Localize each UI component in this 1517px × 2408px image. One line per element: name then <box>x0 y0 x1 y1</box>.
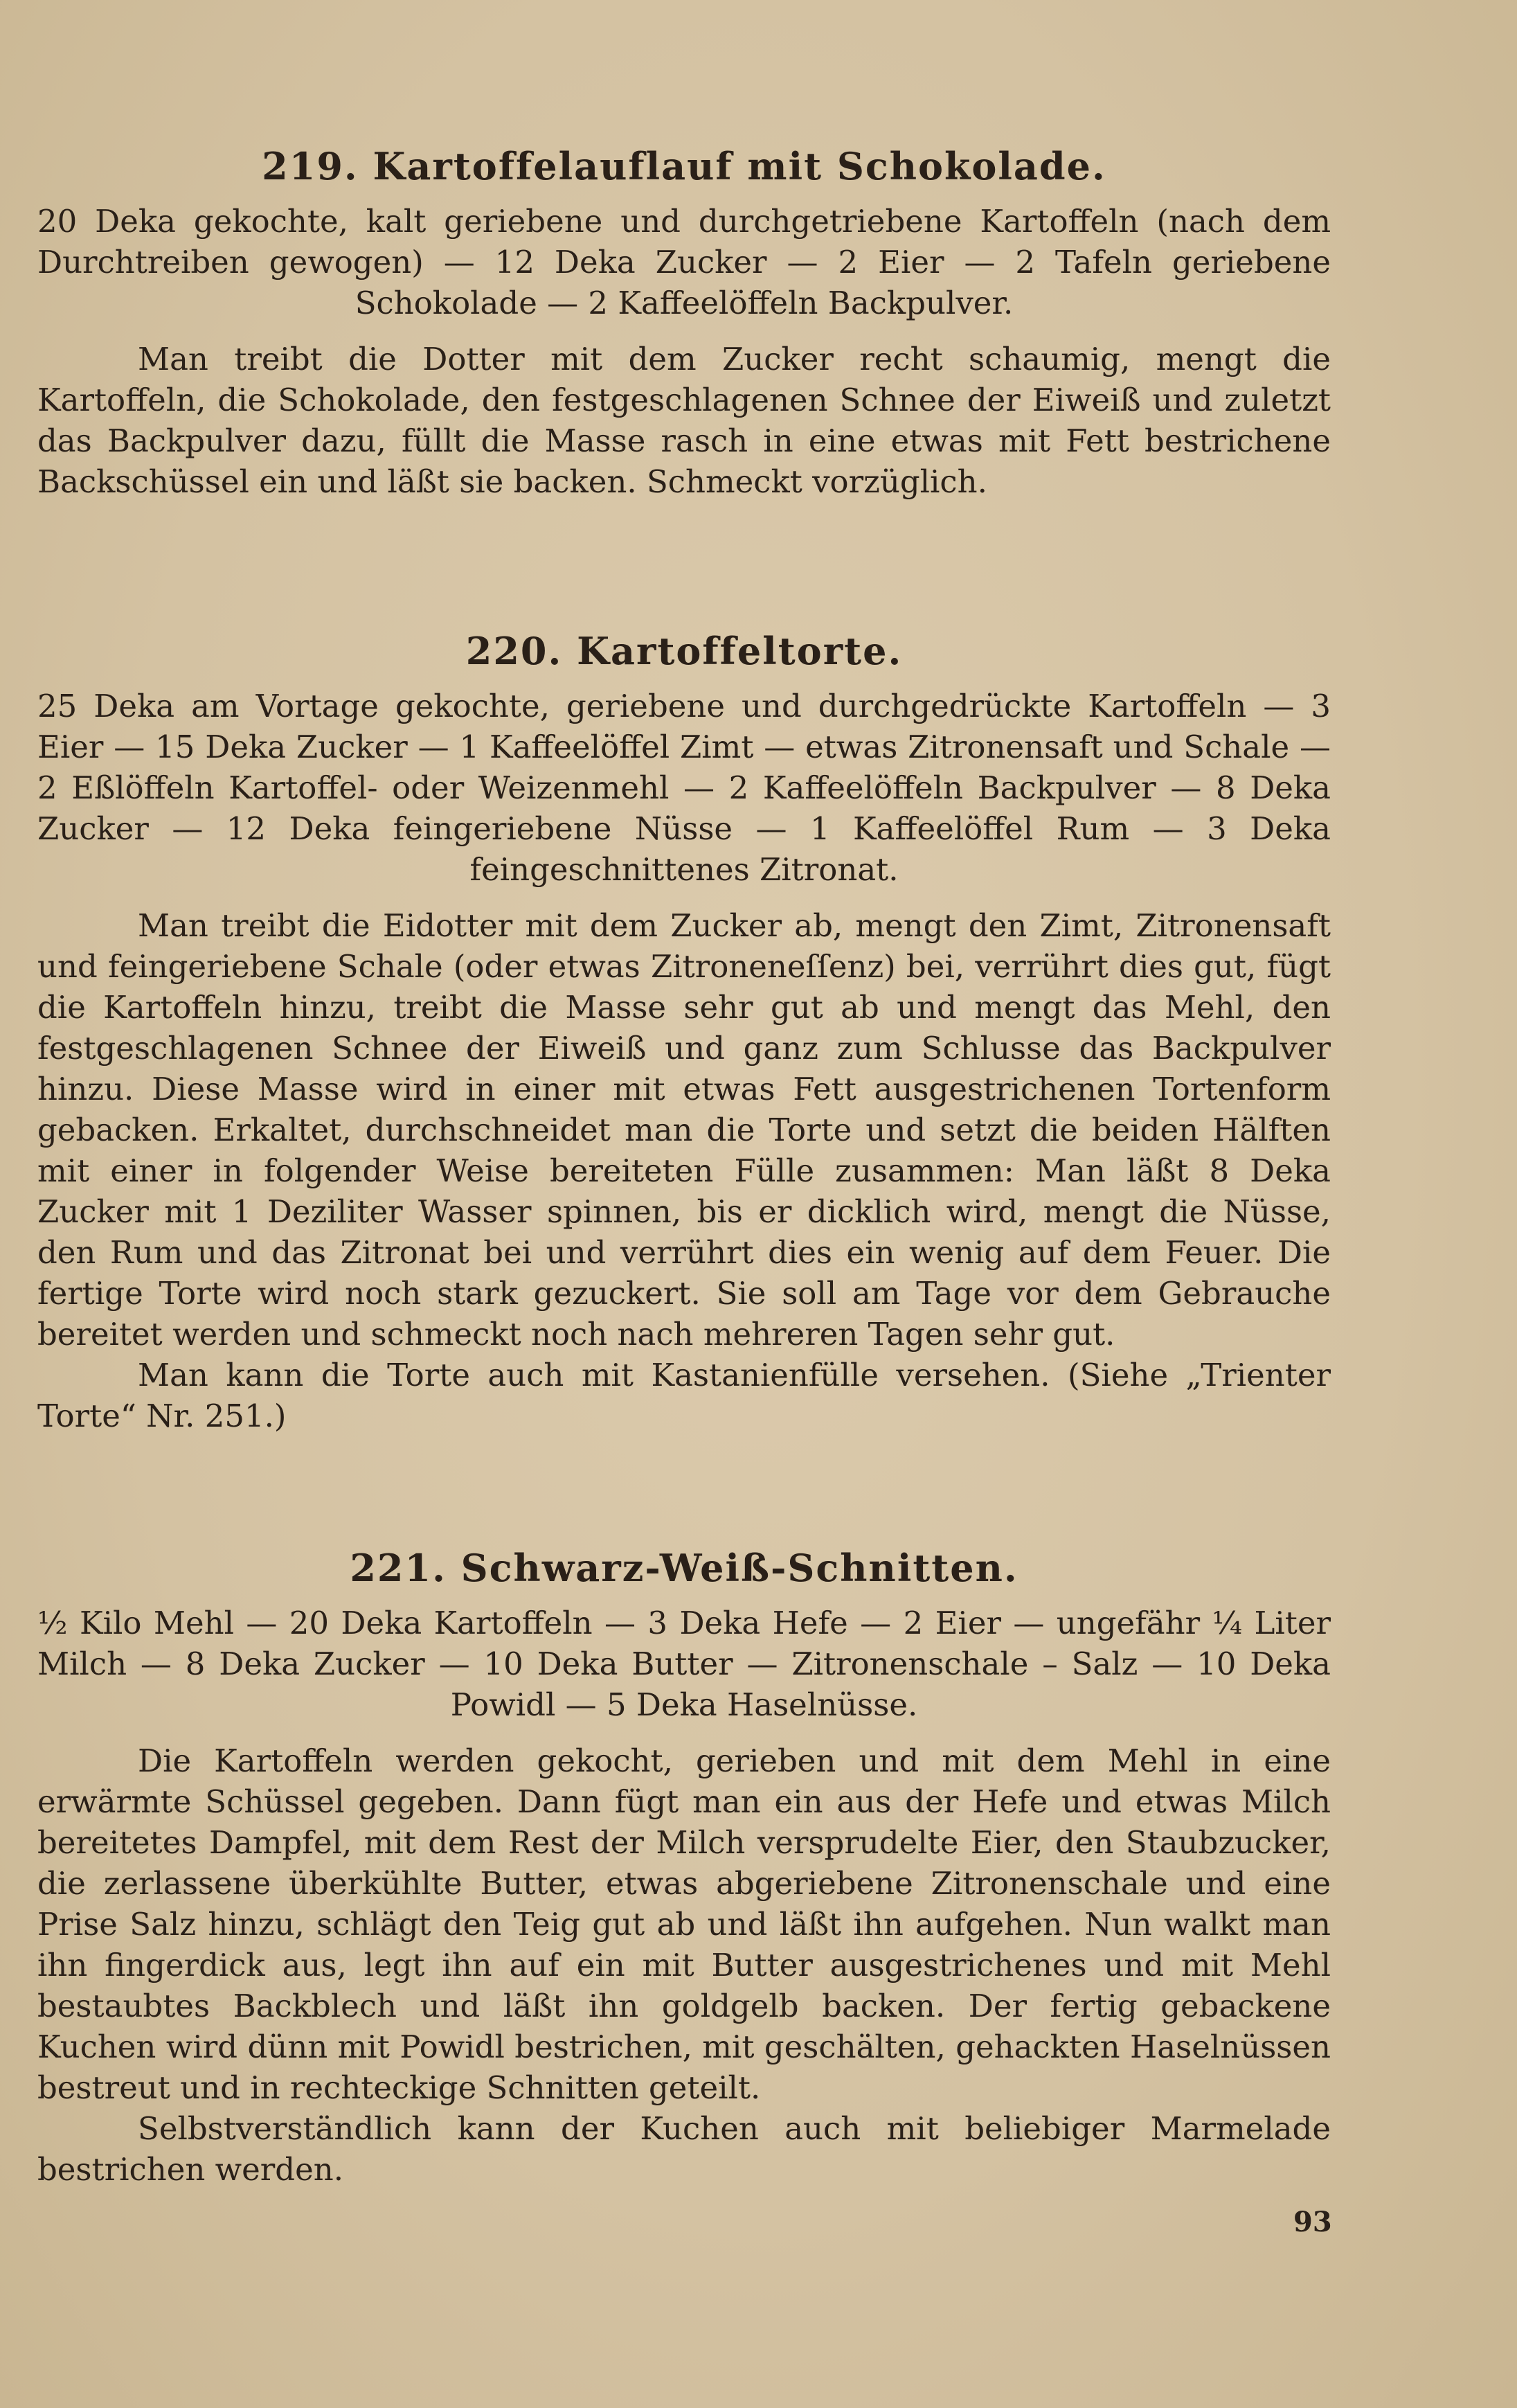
recipe-instructions <box>37 339 1331 502</box>
section-spacer <box>37 1436 1331 1540</box>
instruction-paragraph: Man kann die Torte auch mit Kastanienfülle versehen. (Siehe „Trienter Torte“ Nr. 251.) <box>37 1357 1331 1434</box>
ingredient-list: 25 Deka am Vortage gekochte, geriebene und durchgedrückte Kartoffeln — 3 Eier — 15 Deka Zucker — 1 Kaffeelöffel Zimt — etwas Zitronensaft und Schale — 2 Eßlöffeln Kartoffel- oder Weizenmehl — 2 Kaffeelöffeln Backpulver — 8 Deka Zucker — 12 Deka feingeriebene Nüsse — 1 Kaffeelöffel Rum — 3 Deka feingeschnittenes Zitronat. <box>37 688 1331 888</box>
instruction-paragraph: Selbstverständlich kann der Kuchen auch mit beliebiger Marmelade bestrichen werden. <box>37 2110 1331 2188</box>
instruction-paragraph: Die Kartoffeln werden gekocht, gerieben und mit dem Mehl in eine erwärmte Schüssel gegeben. Dann fügt man ein aus der Hefe und etwas Milch bereitetes Dampfel, mit dem Rest der Milch versprudelte Eier, den Staubzucker, die zerlassene überkühlte Butter, etwas abgeriebene Zitronenschale und eine Prise Salz hinzu, schlägt den Teig gut ab und läßt ihn aufgehen. Nun walkt man ihn fingerdick aus, legt ihn auf ein mit Butter ausgestrichenes und mit Mehl bestaubtes Backblech und läßt ihn goldgelb backen. Der fertig gebackene Kuchen wird dünn mit Powidl bestrichen, mit geschälten, gehackten Haselnüssen bestreut und in rechteckige Schnitten geteilt. <box>37 1742 1331 2106</box>
ingredient-list: 20 Deka gekochte, kalt geriebene und durchgetriebene Kartoffeln (nach dem Durchtreiben gewogen) — 12 Deka Zucker — 2 Eier — 2 Tafeln geriebene Schokolade — 2 Kaffeelöffeln Backpulver. <box>37 203 1331 321</box>
page-number: 93 <box>1293 2206 1332 2238</box>
recipe-219 <box>37 139 1331 502</box>
ingredient-list: ½ Kilo Mehl — 20 Deka Kartoffeln — 3 Deka Hefe — 2 Eier — ungefähr ¼ Liter Milch — 8 Deka Zucker — 10 Deka Butter — Zitronenschale – Salz — 10 Deka Powidl — 5 Deka Haselnüsse. <box>37 1605 1331 1723</box>
recipe-title: 221. Schwarz-Weiß-Schnitten. <box>350 1546 1018 1590</box>
recipe-instructions <box>37 1740 1331 2190</box>
section-spacer <box>37 502 1331 623</box>
recipe-220 <box>37 623 1331 1436</box>
recipe-title: 219. Kartoffelauflauf mit Schokolade. <box>262 144 1106 188</box>
recipe-instructions <box>37 905 1331 1436</box>
instruction-paragraph: Man treibt die Dotter mit dem Zucker recht schaumig, mengt die Kartoffeln, die Schokolade, den festgeschlagenen Schnee der Eiweiß und zuletzt das Backpulver dazu, füllt die Masse rasch in eine etwas mit Fett bestrichene Backschüssel ein und läßt sie backen. Schmeckt vorzüglich. <box>37 341 1331 500</box>
page-content <box>37 139 1331 2190</box>
recipe-title: 220. Kartoffeltorte. <box>465 629 903 673</box>
instruction-paragraph: Man treibt die Eidotter mit dem Zucker ab, mengt den Zimt, Zitronensaft und feingeriebene Schale (oder etwas Zitroneneſſenz) bei, verrührt dies gut, fügt die Kartoffeln hinzu, treibt die Masse sehr gut ab und mengt das Mehl, den festgeschlagenen Schnee der Eiweiß und ganz zum Schlusse das Backpulver hinzu. Diese Masse wird in einer mit etwas Fett ausgestrichenen Tortenform gebacken. Erkaltet, durchschneidet man die Torte und setzt die beiden Hälften mit einer in folgender Weise bereiteten Fülle zusammen: Man läßt 8 Deka Zucker mit 1 Deziliter Wasser spinnen, bis er dicklich wird, mengt die Nüsse, den Rum und das Zitronat bei und verrührt dies ein wenig auf dem Feuer. Die fertige Torte wird noch stark gezuckert. Sie soll am Tage vor dem Gebrauche bereitet werden und schmeckt noch nach mehreren Tagen sehr gut. <box>37 907 1331 1353</box>
recipe-221 <box>37 1540 1331 2190</box>
